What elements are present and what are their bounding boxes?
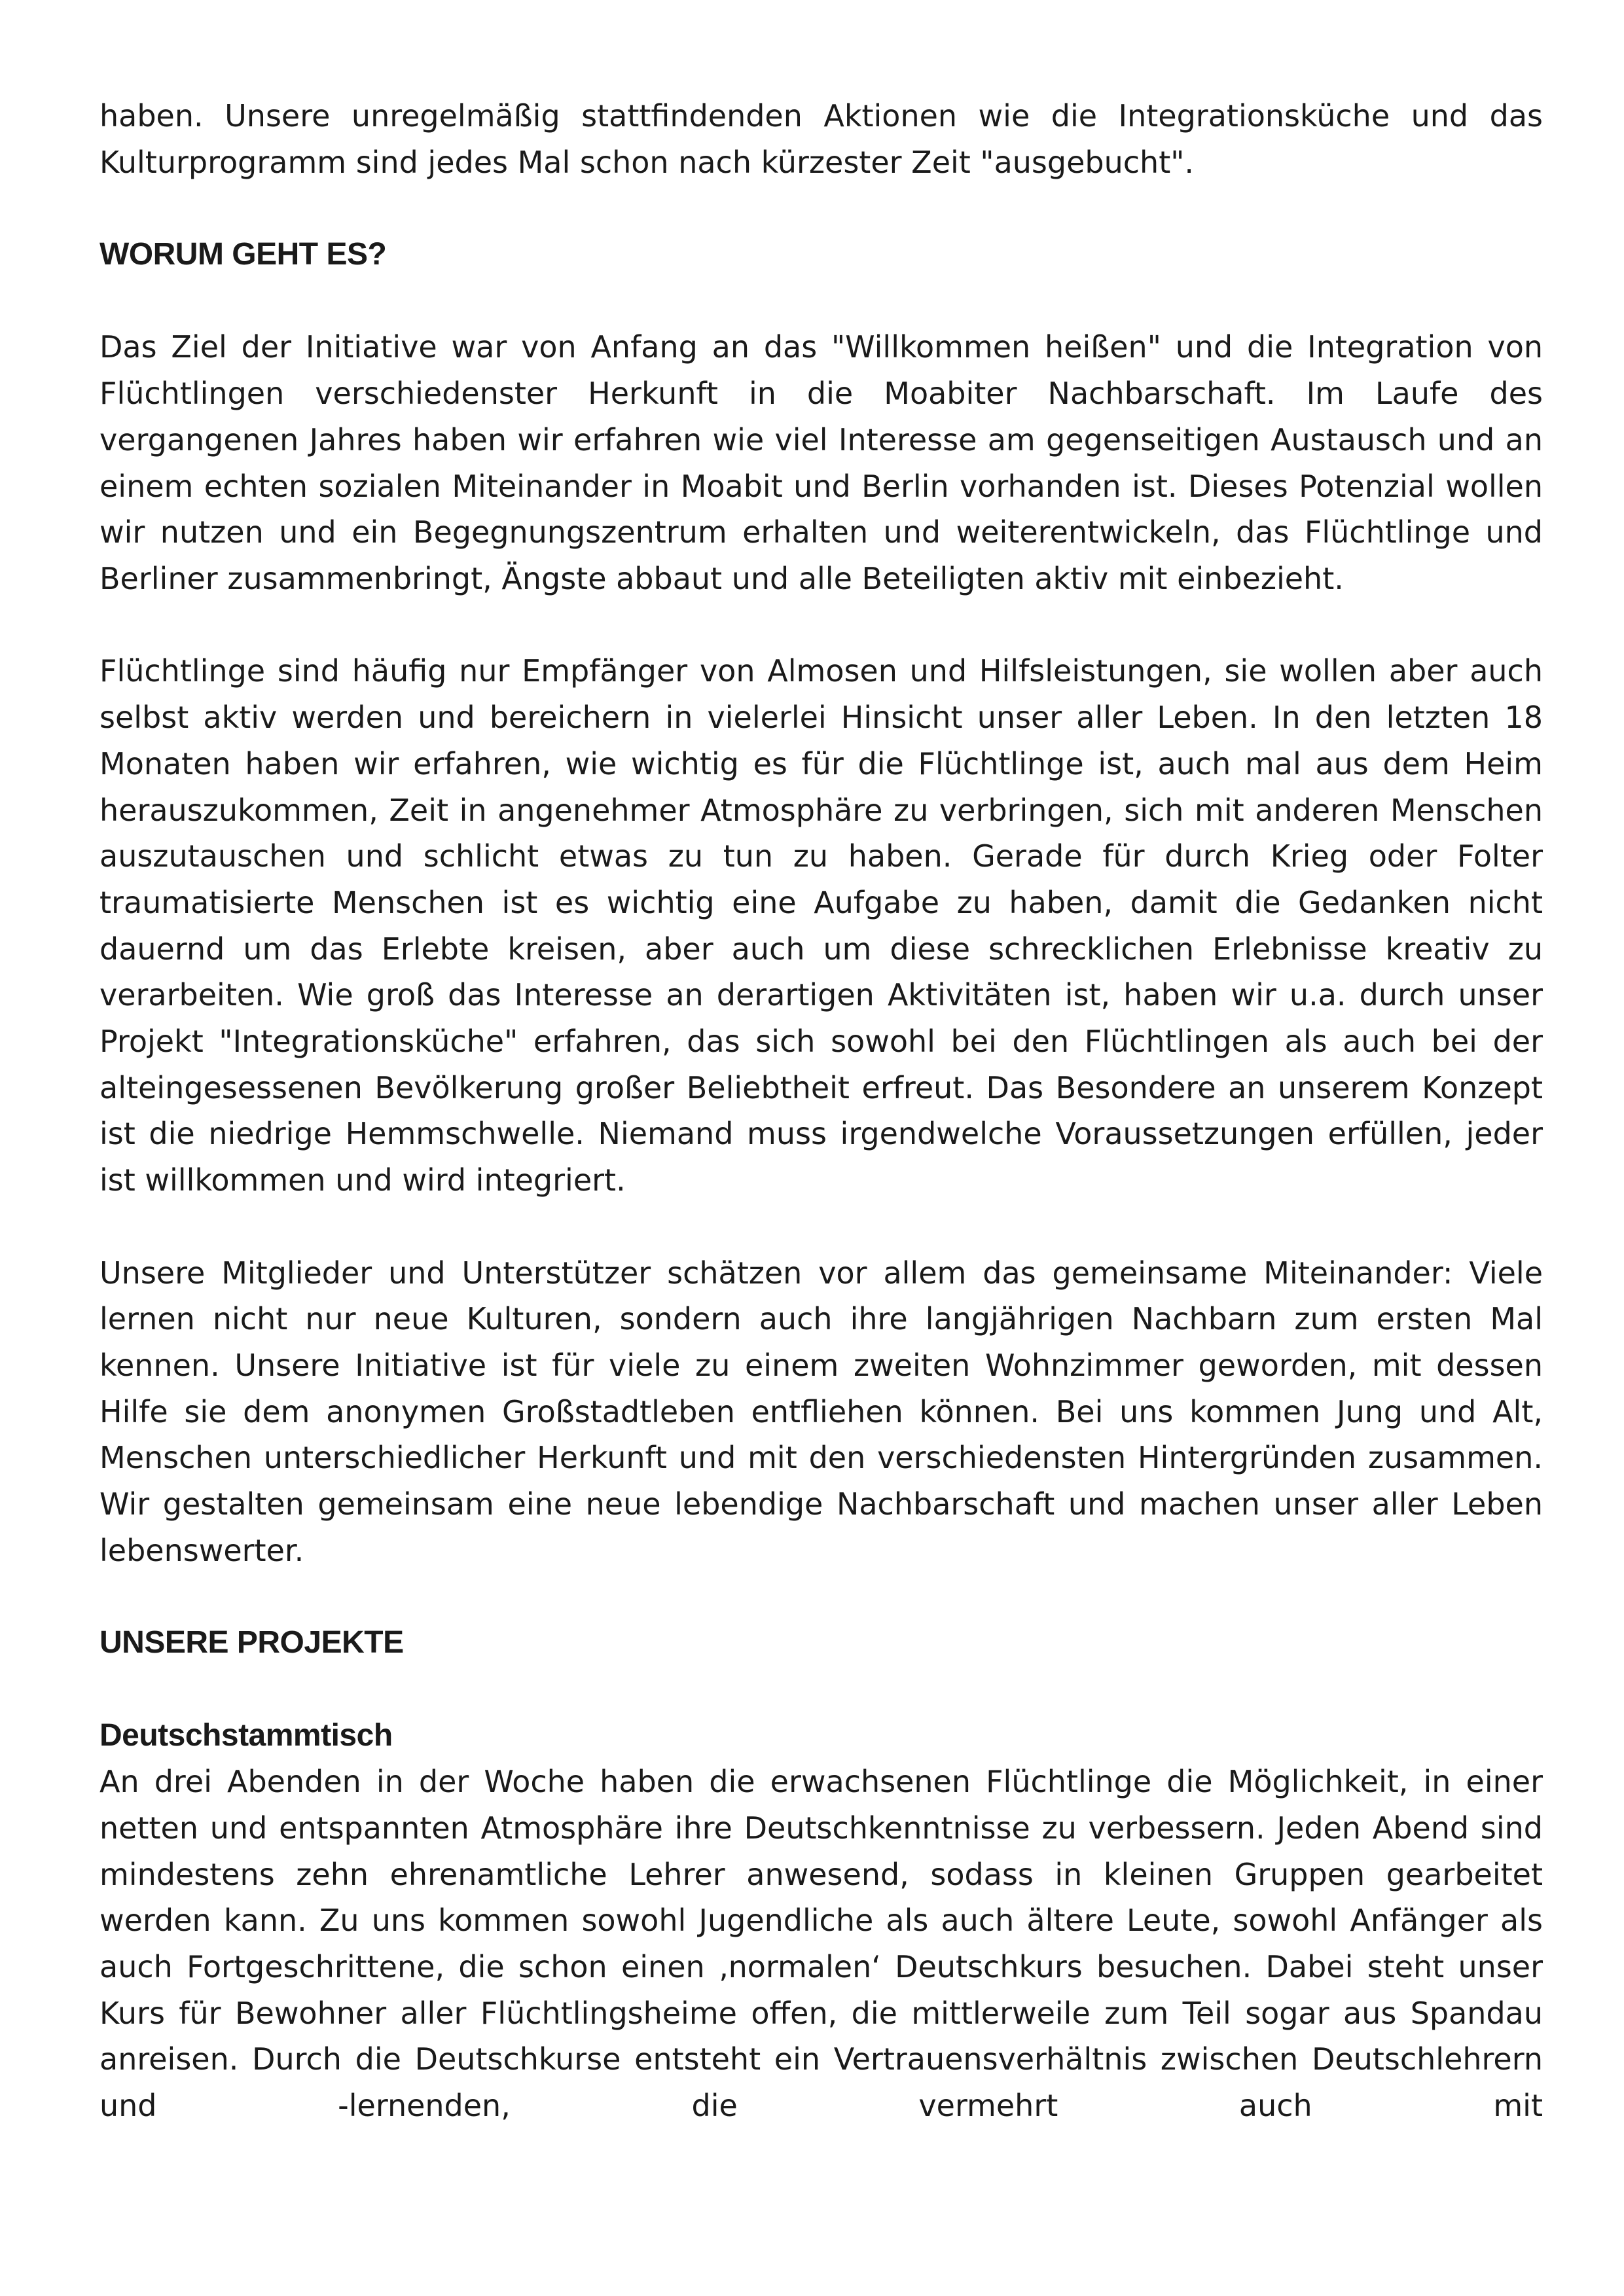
spacer (99, 602, 1543, 649)
spacer (99, 1666, 1543, 1713)
subsection-title-deutschstammtisch: Deutschstammtisch (99, 1717, 393, 1753)
paragraph-fluechtlinge: Flüchtlinge sind häufig nur Empfänger von Almosen und Hilfsleistungen, sie wollen aber auch selbst aktiv werden und bereichern in vielerlei Hinsicht unser aller Leben. In den letzten 18 Monaten haben wir erfahren, wie wichtig es für die Flüchtlinge ist, auch mal aus dem Heim herauszukommen, Zeit in angenehmer Atmosphäre zu verbringen, sich mit anderen Menschen auszutauschen und schlicht etwas zu tun zu haben. Gerade für durch Krieg oder Folter traumatisierte Menschen ist es wichtig eine Aufgabe zu haben, damit die Gedanken nicht dauernd um das Erlebte kreisen, aber auch um diese schrecklichen Erlebnisse kreativ zu verarbeiten. Wie groß das Interesse an derartigen Aktivitäten ist, haben wir u.a. durch unser Projekt "Integrationsküche" erfahren, das sich sowohl bei den Flüchtlingen als auch bei der alteingesessenen Bevölkerung großer Beliebtheit erfreut. Das Besondere an unserem Konzept ist die niedrige Hemmschwelle. Niemand muss irgendwelche Voraussetzungen erfüllen, jeder ist willkommen und wird integriert. (99, 653, 1543, 1198)
spacer (99, 1204, 1543, 1250)
paragraph-mitglieder: Unsere Mitglieder und Unterstützer schätzen vor allem das gemeinsame Miteinander: Viele lernen nicht nur neue Kulturen, sondern auch ihre langjährigen Nachbarn zum ersten Mal kennen. Unsere Initiative ist für viele zu einem zweiten Wohnzimmer geworden, mit dessen Hilfe sie dem anonymen Großstadtleben entfliehen können. Bei uns kommen Jung und Alt, Menschen unterschiedlicher Herkunft und mit den verschiedensten Hintergründen zusammen. Wir gestalten gemeinsam eine neue lebendige Nachbarschaft und machen unser aller Leben lebenswerter. (99, 1255, 1543, 1568)
spacer (99, 1573, 1543, 1620)
intro-paragraph: haben. Unsere unregelmäßig stattfindenden Aktionen wie die Integrationsküche und das Kulturprogramm sind jedes Mal schon nach kürzester Zeit "ausgebucht". (99, 98, 1543, 180)
section-heading-projekte: UNSERE PROJEKTE (99, 1625, 404, 1660)
spacer (99, 185, 1543, 232)
paragraph-deutschstammtisch: An drei Abenden in der Woche haben die erwachsenen Flüchtlinge die Möglichkeit, in einer netten und entspannten Atmosphäre ihre Deutschkenntnisse zu verbessern. Jeden Abend sind mindestens zehn ehrenamtliche Lehrer anwesend, sodass in kleinen Gruppen gearbeitet werden kann. Zu uns kommen sowohl Jugendliche als auch ältere Leute, sowohl Anfänger als auch Fortgeschrittene, die schon einen ‚normalen‘ Deutschkurs besuchen. Dabei steht unser Kurs für Bewohner aller Flüchtlingsheime offen, die mittlerweile zum Teil sogar aus Spandau anreisen. Durch die Deutschkurse entsteht ein Vertrauensverhältnis zwischen Deutschlehrern und -lernenden, die vermehrt auch mit (99, 1764, 1543, 2124)
section-heading-worum: WORUM GEHT ES? (99, 237, 387, 272)
spacer (99, 278, 1543, 325)
paragraph-ziel: Das Ziel der Initiative war von Anfang an das "Willkommen heißen" und die Integration von Flüchtlingen verschiedenster Herkunft in die Moabiter Nachbarschaft. Im Laufe des vergangenen Jahres haben wir erfahren wie viel Interesse am gegenseitigen Austausch und an einem echten sozialen Miteinander in Moabit und Berlin vorhanden ist. Dieses Potenzial wollen wir nutzen und ein Begegnungszentrum erhalten und weiterentwickeln, das Flüchtlinge und Berliner zusammenbringt, Ängste abbaut und alle Beteiligten aktiv mit einbezieht. (99, 329, 1543, 596)
document-page (99, 93, 1543, 2129)
